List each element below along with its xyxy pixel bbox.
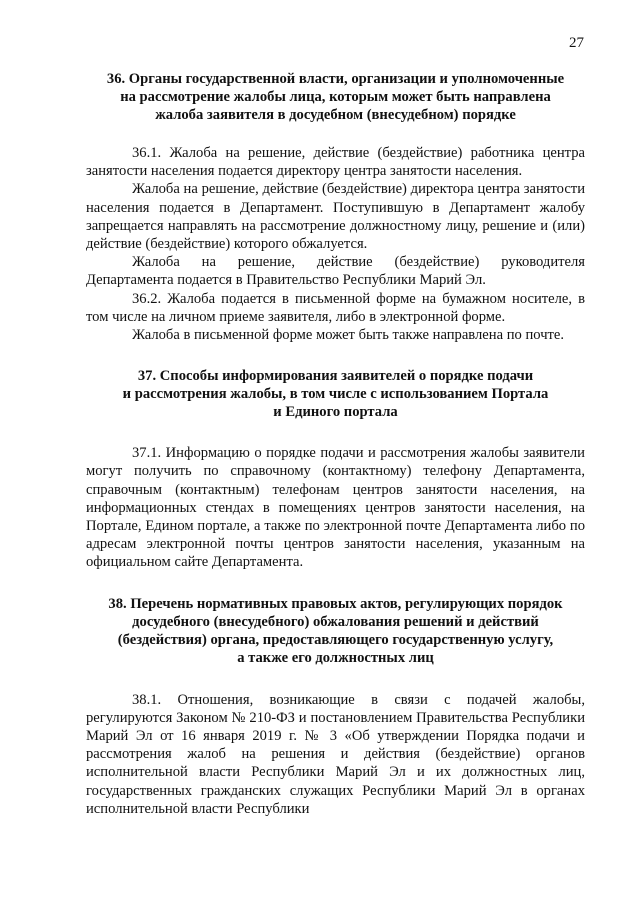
heading-line: 38. Перечень нормативных правовых актов, регулирующих порядок (108, 595, 563, 612)
heading-line: (бездействия) органа, предоставляющего государственную услугу, (117, 631, 554, 648)
paragraph-38-1: 38.1. Отношения, возникающие в связи с подачей жалобы, регулируются Законом № 210-ФЗ и постановлением Правительства Республики Марий Эл от 16 января 2019 г. № 3 «Об утверждении Порядка подачи и рассмотрения жалоб на решения и действия (бездействие) органов исполнительной власти Республики Марий Эл и их должностных лиц, государственных гражданских служащих Республики Марий Эл в органах исполнительной власти Республики (86, 691, 585, 817)
section-38-heading (86, 595, 585, 667)
heading-line: досудебного (внесудебного) обжалования решений и действий (132, 613, 539, 630)
paragraph: Жалоба на решение, действие (бездействие) директора центра занятости населения подается в Департамент. Поступившую в Департамент жалобу запрещается направлять на рассмотрение должностному лицу, решение и (или) действие (бездействие) которого обжалуется. (86, 181, 585, 253)
heading-line: на рассмотрение жалобы лица, которым может быть направлена (120, 89, 551, 105)
page-content (86, 66, 585, 818)
heading-line: и Единого портала (273, 404, 398, 421)
heading-line: а также его должностных лиц (237, 649, 434, 666)
heading-line: 37. Способы информирования заявителей о порядке подачи (137, 368, 534, 385)
page-number: 27 (569, 35, 584, 51)
heading-line: 36. Органы государственной власти, организации и уполномоченные (106, 71, 565, 87)
paragraph-36-1: 36.1. Жалоба на решение, действие (бездействие) работника центра занятости населения подается директору центра занятости населения. (86, 145, 585, 180)
heading-line: и рассмотрения жалобы, в том числе с использованием Портала (122, 386, 549, 403)
section-37-heading (86, 367, 585, 421)
paragraph-37-1: 37.1. Информацию о порядке подачи и рассмотрения жалобы заявители могут получить по справочному (контактному) телефону Департамента, справочным (контактным) телефонам центров занятости населения, на информационных стендах в помещениях центров занятости населения, на Портале, Едином портале, а также по электронной почте Департамента либо по адресам электронной почты центров занятости населения, указанным на официальном сайте Департамента. (86, 445, 585, 571)
heading-line: жалоба заявителя в досудебном (внесудебном) порядке (155, 107, 516, 123)
paragraph: Жалоба на решение, действие (бездействие) руководителя Департамента подается в Правительство Республики Марий Эл. (86, 254, 585, 289)
paragraph-36-2: 36.2. Жалоба подается в письменной форме на бумажном носителе, в том числе на личном приеме заявителя, либо в электронной форме. (86, 290, 585, 325)
paragraph: Жалоба в письменной форме может быть также направлена по почте. (132, 327, 565, 344)
section-36-heading (86, 70, 585, 124)
